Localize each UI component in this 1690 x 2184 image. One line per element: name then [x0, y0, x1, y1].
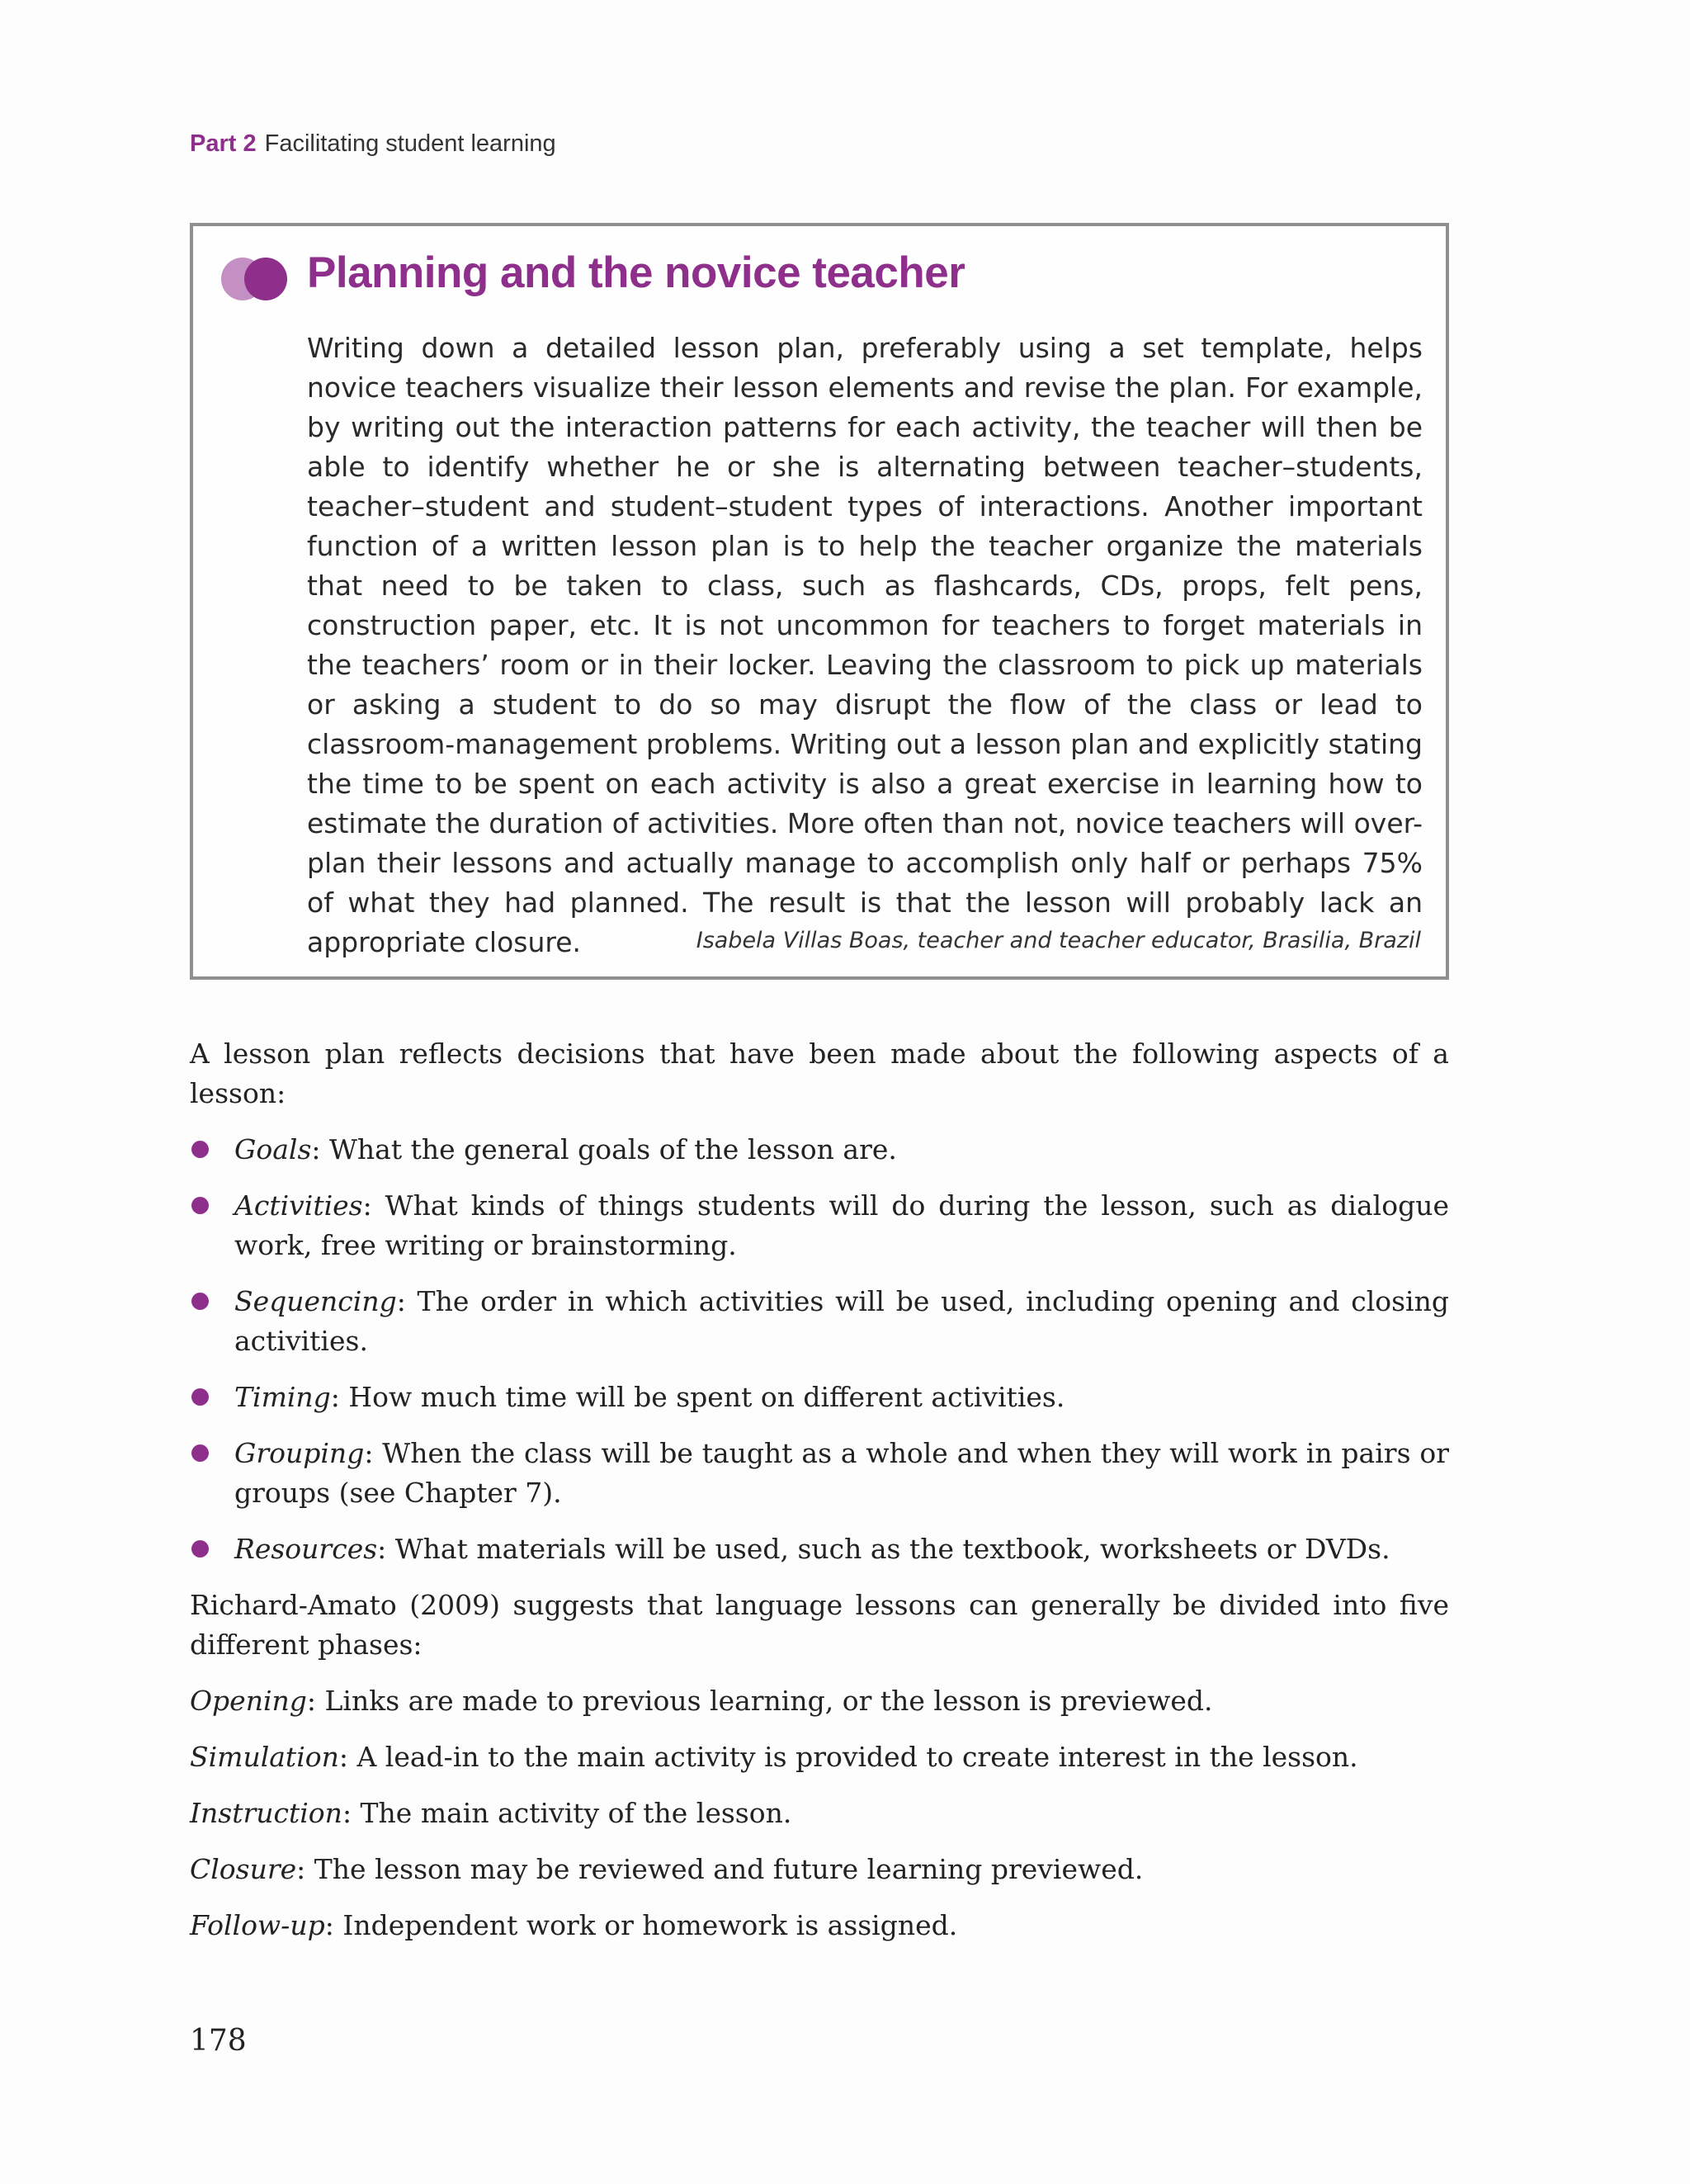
phase-paragraph	[190, 1794, 1449, 1833]
double-circle-icon	[221, 258, 290, 300]
phase-text: : Independent work or homework is assigned.	[324, 1909, 958, 1941]
aspects-intro: A lesson plan reflects decisions that have been made about the following aspects of a lesson:	[190, 1038, 1449, 1109]
phase-term: Simulation	[190, 1741, 339, 1773]
list-item	[190, 1186, 1449, 1265]
phase-text: : The lesson may be reviewed and future learning previewed.	[296, 1853, 1144, 1885]
item-term: Goals	[234, 1133, 312, 1165]
box-attribution: Isabela Villas Boas, teacher and teacher educator, Brasilia, Brazil	[696, 928, 1421, 953]
list-item	[190, 1378, 1449, 1417]
phase-term: Opening	[190, 1685, 307, 1717]
bullet-icon	[191, 1444, 209, 1462]
box-title: Planning and the novice teacher	[307, 248, 965, 297]
box-body: Writing down a detailed lesson plan, preferably using a set template, helps novice teachers visualize their lesson elements and revise the plan. For example, by writing out the interaction patterns for each activity, the teacher will then be able to identify whether he or she is alternating between teacher–students, teacher–student and student–student types of interactions. Another important function of a written lesson plan is to help the teacher organize the materials that need to be taken to class, such as flashcards, CDs, props, felt pens, construction paper, etc. It is not uncommon for teachers to forget materials in the teachers’ room or in their locker. Leaving the classroom to pick up materials or asking a student to do so may disrupt the flow of the class or lead to classroom-management problems. Writing out a lesson plan and explicitly stating the time to be spent on each activity is also a great exercise in learning how to estimate the duration of activities. More often than not, novice teachers will over-plan their lessons and actually manage to accomplish only half or perhaps 75% of what they had planned. The result is that the lesson will probably lack an appropriate closure.	[307, 332, 1423, 958]
planning-sidebar-box	[190, 223, 1449, 980]
item-text: : When the class will be taught as a whole and when they will work in pairs or groups (see Chapter 7).	[234, 1437, 1449, 1509]
section-title: Facilitating student learning	[264, 130, 556, 157]
phases-intro: Richard-Amato (2009) suggests that language lessons can generally be divided into five different phases:	[190, 1589, 1449, 1661]
phase-text: : The main activity of the lesson.	[342, 1797, 792, 1829]
list-item	[190, 1434, 1449, 1513]
phase-term: Instruction	[190, 1797, 342, 1829]
phase-paragraph	[190, 1850, 1449, 1889]
item-term: Resources	[234, 1533, 378, 1565]
phase-paragraph	[190, 1737, 1449, 1777]
phase-text: : A lead-in to the main activity is provided to create interest in the lesson.	[338, 1741, 1358, 1773]
aspects-list	[190, 1130, 1449, 1569]
bullet-icon	[191, 1388, 209, 1406]
page-number: 178	[190, 2024, 247, 2058]
item-term: Activities	[234, 1189, 363, 1222]
phase-term: Closure	[190, 1853, 297, 1885]
list-item	[190, 1282, 1449, 1361]
item-text: : What the general goals of the lesson are.	[311, 1133, 897, 1165]
item-term: Timing	[234, 1381, 331, 1413]
bullet-icon	[191, 1141, 209, 1158]
bullet-icon	[191, 1293, 209, 1310]
bullet-icon	[191, 1540, 209, 1558]
running-head	[190, 130, 556, 158]
bullet-icon	[191, 1197, 209, 1214]
item-term: Grouping	[234, 1437, 365, 1469]
phase-term: Follow-up	[190, 1909, 325, 1941]
item-text: : What kinds of things students will do during the lesson, such as dialogue work, free writing or brainstorming.	[234, 1189, 1449, 1261]
item-text: : What materials will be used, such as the textbook, worksheets or DVDs.	[377, 1533, 1390, 1565]
item-text: : How much time will be spent on different activities.	[330, 1381, 1065, 1413]
list-item	[190, 1529, 1449, 1569]
phase-paragraph	[190, 1906, 1449, 1945]
list-item	[190, 1130, 1449, 1170]
item-text: : The order in which activities will be used, including opening and closing activities.	[234, 1285, 1449, 1357]
phase-paragraph	[190, 1681, 1449, 1721]
phase-text: : Links are made to previous learning, or the lesson is previewed.	[306, 1685, 1213, 1717]
item-term: Sequencing	[234, 1285, 397, 1317]
main-text	[190, 1034, 1449, 1962]
part-label: Part 2	[190, 130, 257, 157]
